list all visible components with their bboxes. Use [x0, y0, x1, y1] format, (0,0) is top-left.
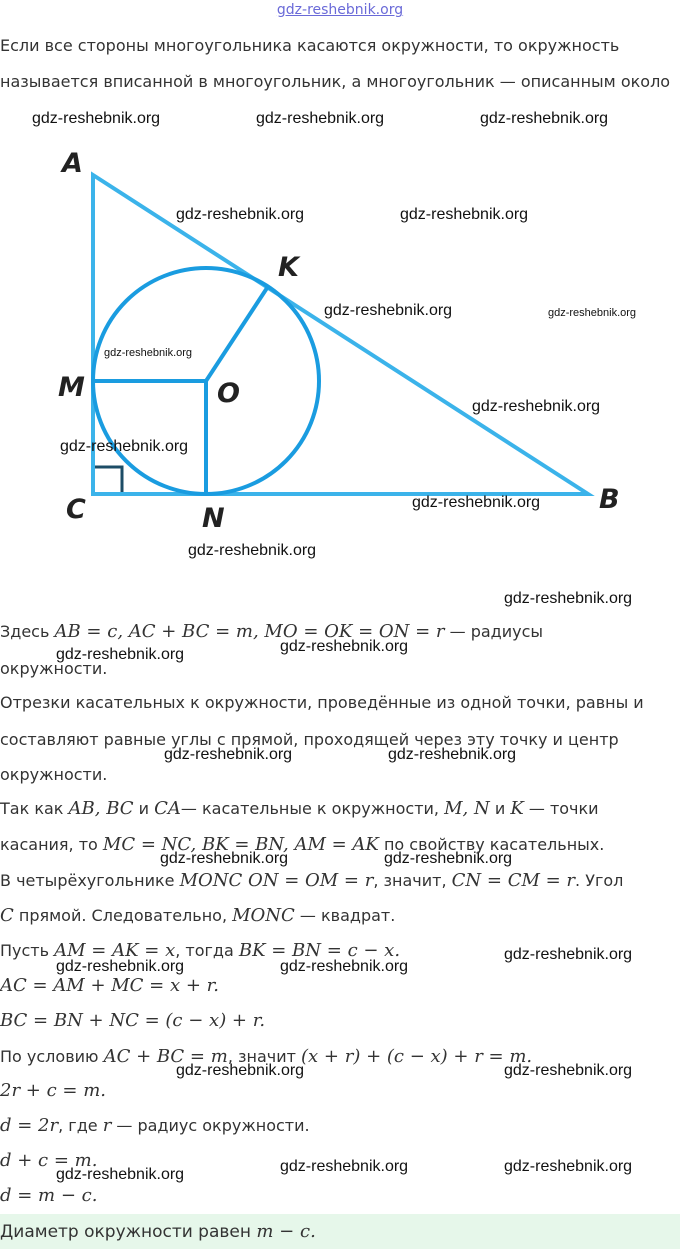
watermark: gdz-reshebnik.org	[176, 206, 305, 223]
formula: AC + BC = m	[103, 1046, 228, 1067]
formula: M, N	[444, 798, 490, 819]
watermark: gdz-reshebnik.org	[160, 850, 289, 867]
formula: CN = CM = r	[451, 870, 576, 891]
solution-line: Отрезки касательных к окружности, проведённые из одной точки, равны и	[0, 693, 644, 712]
watermark: gdz-reshebnik.org	[56, 958, 185, 975]
text: Так как	[0, 799, 69, 818]
watermark: gdz-reshebnik.org	[384, 850, 513, 867]
text: По условию	[0, 1047, 104, 1066]
watermark: gdz-reshebnik.org	[400, 206, 529, 223]
watermark: gdz-reshebnik.org	[324, 302, 453, 319]
radius-ok	[206, 288, 267, 381]
watermark: gdz-reshebnik.org	[472, 398, 601, 415]
text: — точки	[523, 799, 599, 818]
watermark: gdz-reshebnik.org	[280, 958, 409, 975]
solution-line: окружности.	[0, 659, 108, 678]
solution-formula: 2r + c = m.	[0, 1080, 106, 1101]
solution-line	[0, 620, 543, 644]
label-k: K	[278, 252, 299, 283]
formula: AM = AK = x	[54, 940, 176, 961]
watermark: gdz-reshebnik.org	[548, 307, 637, 319]
formula: MONC ON = OM = r	[179, 870, 374, 891]
solution-formula: d = m − c.	[0, 1185, 98, 1206]
watermark: gdz-reshebnik.org	[480, 110, 609, 127]
watermark: gdz-reshebnik.org	[412, 494, 541, 511]
watermark: gdz-reshebnik.org	[504, 1062, 633, 1079]
text: по свойству касательных.	[378, 835, 605, 854]
formula: K	[510, 798, 524, 819]
watermark: gdz-reshebnik.org	[280, 638, 409, 655]
label-c: C	[66, 494, 86, 525]
formula: d = 2r	[0, 1115, 59, 1136]
label-o: O	[217, 378, 240, 409]
solution-line: составляют равные углы с прямой, проходящей через эту точку и центр	[0, 730, 619, 749]
solution-formula: BC = BN + NC = (c − x) + r.	[0, 1010, 266, 1031]
text: — касательные к окружности,	[180, 799, 445, 818]
watermark: gdz-reshebnik.org	[256, 110, 385, 127]
solution-line	[0, 1045, 532, 1069]
text: В четырёхугольнике	[0, 871, 180, 890]
formula: BK = BN = c − x.	[238, 940, 401, 961]
site-link[interactable]: gdz-reshebnik.org	[276, 2, 404, 18]
text: и	[133, 799, 155, 818]
watermark: gdz-reshebnik.org	[280, 1158, 409, 1175]
solution-line	[0, 939, 400, 963]
watermark: gdz-reshebnik.org	[188, 542, 317, 559]
label-b: B	[599, 484, 620, 515]
text: , значит	[227, 1047, 302, 1066]
watermark: gdz-reshebnik.org	[104, 347, 193, 359]
formula: (x + r) + (c − x) + r = m.	[301, 1046, 533, 1067]
solution-line	[0, 904, 395, 928]
text: касания, то	[0, 835, 103, 854]
answer-text: Диаметр окружности равен	[0, 1222, 257, 1242]
watermark: gdz-reshebnik.org	[56, 1166, 185, 1183]
label-m: M	[58, 372, 85, 403]
formula: CA	[154, 798, 181, 819]
watermark: gdz-reshebnik.org	[388, 746, 517, 763]
text: и	[489, 799, 511, 818]
text: , значит,	[373, 871, 452, 890]
watermark: gdz-reshebnik.org	[164, 746, 293, 763]
text: — радиусы	[444, 622, 544, 641]
solution-formula: d + c = m.	[0, 1150, 98, 1171]
solution-line	[0, 869, 623, 893]
formula: C	[0, 905, 14, 926]
solution-line	[0, 1114, 310, 1138]
watermark: gdz-reshebnik.org	[176, 1062, 305, 1079]
text: , тогда	[175, 941, 239, 960]
answer-box	[0, 1214, 680, 1249]
solution-line	[0, 833, 604, 857]
answer-formula: m − c.	[256, 1221, 316, 1242]
triangle-figure	[0, 0, 680, 580]
solution-line	[0, 797, 599, 821]
text: — радиус окружности.	[111, 1116, 310, 1135]
text: Пусть	[0, 941, 55, 960]
formula: MONC	[232, 905, 295, 926]
solution-formula: AC = AM + MC = x + r.	[0, 975, 220, 996]
watermark: gdz-reshebnik.org	[504, 946, 633, 963]
formula: AB = c, AC + BC = m, MO = OK = ON = r	[54, 621, 445, 642]
watermark: gdz-reshebnik.org	[504, 590, 633, 607]
right-angle-mark	[95, 467, 122, 492]
text: — квадрат.	[294, 906, 396, 925]
intro-line-2: называется вписанной в многоугольник, а многоугольник — описанным около	[0, 72, 671, 91]
text: Здесь	[0, 622, 55, 641]
text: прямой. Следовательно,	[13, 906, 233, 925]
text: . Угол	[575, 871, 624, 890]
watermark: gdz-reshebnik.org	[504, 1158, 633, 1175]
watermark: gdz-reshebnik.org	[60, 438, 189, 455]
solution-line: окружности.	[0, 765, 108, 784]
watermark: gdz-reshebnik.org	[32, 110, 161, 127]
label-n: N	[202, 503, 225, 534]
intro-line-1: Если все стороны многоугольника касаются окружности, то окружность	[0, 36, 620, 55]
label-a: A	[62, 148, 83, 179]
formula: AB, BC	[68, 798, 134, 819]
watermark: gdz-reshebnik.org	[56, 646, 185, 663]
formula: MC = NC, BK = BN, AM = AK	[102, 834, 379, 855]
text: , где	[58, 1116, 103, 1135]
formula: r	[102, 1115, 112, 1136]
